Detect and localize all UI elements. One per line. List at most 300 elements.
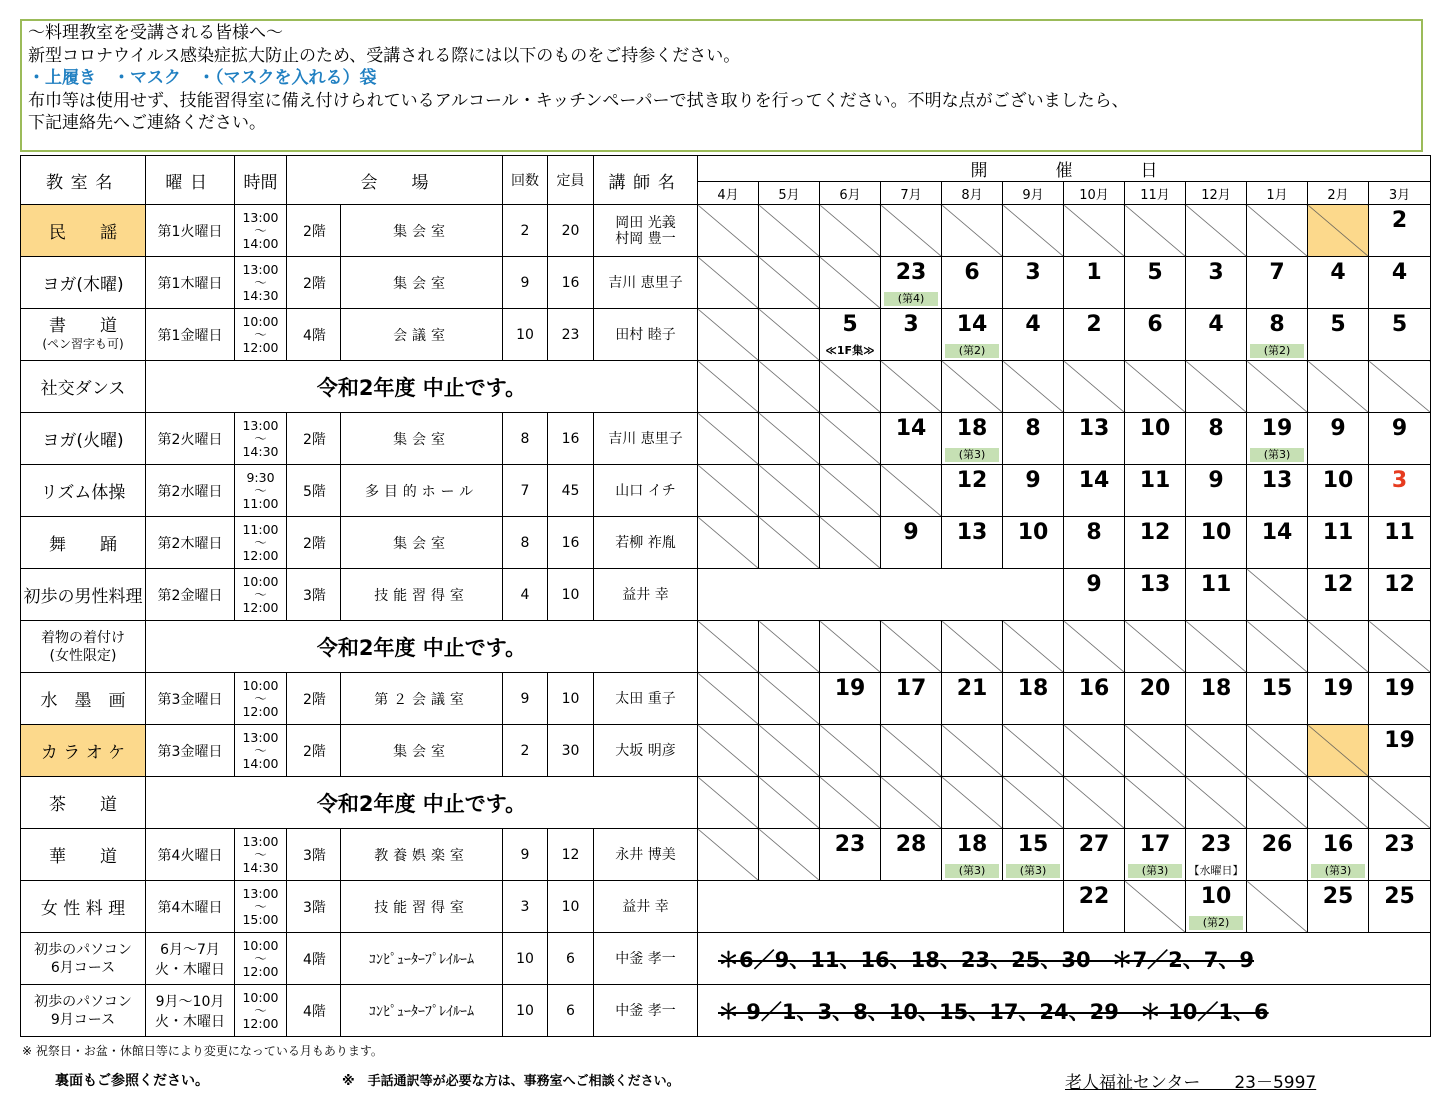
teacher xyxy=(594,673,698,725)
class-name-text: 水 墨 画 xyxy=(40,691,126,711)
time-line: ～ xyxy=(254,899,267,914)
time-line: 14:00 xyxy=(242,756,279,771)
schedule-no-session xyxy=(1308,621,1369,673)
schedule-date xyxy=(1247,257,1308,309)
date-value: 11 xyxy=(1139,468,1171,493)
times: 9 xyxy=(503,257,548,309)
floor: 2階 xyxy=(287,257,341,309)
time-line: 15:00 xyxy=(242,912,279,927)
schedule-date xyxy=(1064,257,1125,309)
date-value: 19 xyxy=(1261,416,1293,441)
time-range xyxy=(235,569,287,621)
date-value: 4 xyxy=(1330,260,1346,285)
schedule-no-session xyxy=(1247,725,1308,777)
schedule-no-session xyxy=(1064,205,1125,257)
floor: 2階 xyxy=(287,413,341,465)
class-name-text: 初歩のパソコン xyxy=(34,941,132,958)
schedule-no-session xyxy=(1369,621,1431,673)
schedule-no-session xyxy=(1186,621,1247,673)
times: 3 xyxy=(503,881,548,933)
times: 10 xyxy=(503,309,548,361)
time-line: 14:30 xyxy=(242,860,279,875)
schedule-no-session xyxy=(1186,725,1247,777)
month-header: 8月 xyxy=(942,182,1003,205)
weekday-line: 火・木曜日 xyxy=(155,961,225,978)
schedule-date xyxy=(820,829,881,881)
weekday: 第3金曜日 xyxy=(146,673,235,725)
time-line: 13:00 xyxy=(242,210,279,225)
schedule-no-session xyxy=(1247,361,1308,413)
schedule-no-session xyxy=(759,517,820,569)
schedule-date xyxy=(1308,517,1369,569)
schedule-no-session xyxy=(881,621,942,673)
schedule-date xyxy=(1186,257,1247,309)
capacity: 12 xyxy=(548,829,594,881)
schedule-date xyxy=(1369,465,1431,517)
date-value: 13 xyxy=(1078,416,1110,441)
hall: 多目的ホール xyxy=(341,465,503,517)
weekday-line: 6月～7月 xyxy=(160,941,220,958)
teacher-name: 田村 睦子 xyxy=(615,326,676,343)
table-row xyxy=(21,517,1431,569)
date-value: 19 xyxy=(1322,676,1354,701)
schedule-date xyxy=(820,673,881,725)
hall: 集会室 xyxy=(341,517,503,569)
schedule-no-session xyxy=(759,673,820,725)
schedule-date xyxy=(1125,517,1186,569)
schedule-date xyxy=(1369,569,1431,621)
teacher-name: 若柳 祚胤 xyxy=(615,534,676,551)
date-value: 19 xyxy=(834,676,866,701)
date-value: 14 xyxy=(1261,520,1293,545)
table-row xyxy=(21,257,1431,309)
teacher xyxy=(594,985,698,1037)
schedule-date xyxy=(1125,465,1186,517)
time-line: 11:00 xyxy=(242,522,279,537)
table-row xyxy=(21,205,1431,257)
schedule-no-session xyxy=(759,725,820,777)
schedule-date xyxy=(942,413,1003,465)
weekday: 第4火曜日 xyxy=(146,829,235,881)
date-value: 8 xyxy=(1208,416,1224,441)
schedule-date xyxy=(1247,465,1308,517)
schedule-no-session xyxy=(698,517,759,569)
date-value: 25 xyxy=(1322,884,1354,909)
month-header: 1月 xyxy=(1247,182,1308,205)
time-range xyxy=(235,205,287,257)
date-note: (第2) xyxy=(1250,344,1304,358)
capacity: 6 xyxy=(548,985,594,1037)
schedule-date xyxy=(1125,569,1186,621)
contact-info: 老人福祉センター 23－5997 xyxy=(1065,1073,1317,1093)
weekday: 第3金曜日 xyxy=(146,725,235,777)
teacher-name: 中釜 孝一 xyxy=(615,950,676,967)
capacity: 6 xyxy=(548,933,594,985)
schedule-no-session xyxy=(942,621,1003,673)
schedule-date xyxy=(1064,829,1125,881)
weekday xyxy=(146,985,235,1037)
teacher-name: 吉川 恵里子 xyxy=(608,430,683,447)
date-value: 23 xyxy=(834,832,866,857)
date-value: 3 xyxy=(1025,260,1041,285)
weekday: 第2火曜日 xyxy=(146,413,235,465)
schedule-no-session xyxy=(1369,361,1431,413)
schedule-date xyxy=(1003,309,1064,361)
date-note: ≪1F集≫ xyxy=(825,344,875,357)
floor: 2階 xyxy=(287,517,341,569)
cancelled-notice: 令和2年度 中止です。 xyxy=(146,361,698,413)
capacity: 10 xyxy=(548,673,594,725)
date-value: 16 xyxy=(1078,676,1110,701)
schedule-date xyxy=(881,309,942,361)
weekday: 第1木曜日 xyxy=(146,257,235,309)
class-schedule-table xyxy=(20,155,1431,1037)
date-value: 15 xyxy=(1261,676,1293,701)
time-line: 12:00 xyxy=(242,1016,279,1031)
time-line: 13:00 xyxy=(242,730,279,745)
time-line: 10:00 xyxy=(242,938,279,953)
time-range xyxy=(235,673,287,725)
table-row xyxy=(21,933,1431,985)
weekday-line: 火・木曜日 xyxy=(155,1013,225,1030)
class-name xyxy=(21,673,146,725)
time-line: 9:30 xyxy=(246,470,275,485)
time-range xyxy=(235,725,287,777)
schedule-date xyxy=(1308,829,1369,881)
hall: 集会室 xyxy=(341,257,503,309)
schedule-no-session xyxy=(1186,361,1247,413)
schedule-date xyxy=(1064,465,1125,517)
notice-text: 布巾等は使用せず、技能習得室に備え付けられているアルコール・キッチンペーパーで拭き取りを行ってください。不明な点がございましたら、 xyxy=(28,90,1129,111)
date-value: 9 xyxy=(1025,468,1041,493)
month-header: 3月 xyxy=(1369,182,1431,205)
schedule-date xyxy=(1247,517,1308,569)
weekday: 第2金曜日 xyxy=(146,569,235,621)
schedule-date xyxy=(1003,673,1064,725)
date-note: 【水曜日】 xyxy=(1188,864,1244,877)
date-note: (第4) xyxy=(884,292,938,306)
schedule-no-session xyxy=(1003,361,1064,413)
schedule-no-session xyxy=(698,361,759,413)
teacher xyxy=(594,465,698,517)
floor: 2階 xyxy=(287,673,341,725)
teacher xyxy=(594,829,698,881)
date-value: 19 xyxy=(1384,728,1415,753)
time-range xyxy=(235,257,287,309)
schedule-no-session xyxy=(1125,361,1186,413)
time-line: 10:00 xyxy=(242,990,279,1005)
date-value: 14 xyxy=(956,312,988,337)
time-range xyxy=(235,933,287,985)
hall: 技能習得室 xyxy=(341,569,503,621)
date-value: 9 xyxy=(1391,416,1408,441)
notice-text: 新型コロナウイルス感染症拡大防止のため、受講される際には以下のものをご持参ください。 xyxy=(28,45,741,66)
date-value: 8 xyxy=(1269,312,1285,337)
weekday: 第2木曜日 xyxy=(146,517,235,569)
hall: 教養娯楽室 xyxy=(341,829,503,881)
header-teacher: 講師名 xyxy=(594,156,698,205)
teacher-name: 太田 重子 xyxy=(615,690,676,707)
schedule-date xyxy=(1247,413,1308,465)
schedule-no-session xyxy=(698,725,759,777)
time-line: 12:00 xyxy=(242,340,279,355)
schedule-date xyxy=(1186,517,1247,569)
date-value: 21 xyxy=(956,676,988,701)
time-line: 12:00 xyxy=(242,548,279,563)
date-value: 8 xyxy=(1025,416,1041,441)
schedule-no-session xyxy=(698,413,759,465)
weekday-line: 9月～10月 xyxy=(155,993,225,1010)
class-name-text: 初歩の男性料理 xyxy=(23,587,143,607)
teacher-name: 山口 イチ xyxy=(615,482,676,499)
date-value: 26 xyxy=(1261,832,1293,857)
schedule-no-session xyxy=(1247,621,1308,673)
time-line: 13:00 xyxy=(242,886,279,901)
schedule-date xyxy=(1369,309,1431,361)
cancelled-notice: 令和2年度 中止です。 xyxy=(146,621,698,673)
schedule-no-session xyxy=(881,725,942,777)
date-value: 12 xyxy=(1322,572,1354,597)
schedule-date xyxy=(1003,257,1064,309)
date-value: 23 xyxy=(895,260,927,285)
date-value: 3 xyxy=(903,312,919,337)
schedule-no-session xyxy=(1125,205,1186,257)
teacher xyxy=(594,257,698,309)
times: 2 xyxy=(503,725,548,777)
times: 8 xyxy=(503,517,548,569)
date-value: 13 xyxy=(1139,572,1171,597)
hall: 集会室 xyxy=(341,725,503,777)
schedule-date xyxy=(1064,881,1125,933)
floor: 4階 xyxy=(287,985,341,1037)
schedule-no-session xyxy=(1308,205,1369,257)
date-value: 11 xyxy=(1384,520,1415,545)
schedule-no-session xyxy=(698,257,759,309)
schedule-no-session xyxy=(942,205,1003,257)
floor: 2階 xyxy=(287,205,341,257)
times: 2 xyxy=(503,205,548,257)
schedule-date xyxy=(1064,569,1125,621)
class-name-text: 書 道 xyxy=(49,315,117,336)
class-name xyxy=(21,569,146,621)
month-header: 9月 xyxy=(1003,182,1064,205)
schedule-no-session xyxy=(942,361,1003,413)
date-value: 12 xyxy=(956,468,988,493)
date-value: 9 xyxy=(1330,416,1346,441)
teacher xyxy=(594,725,698,777)
teacher xyxy=(594,517,698,569)
date-value: 4 xyxy=(1208,312,1224,337)
teacher-name: 吉川 恵里子 xyxy=(608,274,683,291)
class-name-text: リズム体操 xyxy=(40,483,126,503)
hall: 会議室 xyxy=(341,309,503,361)
date-value: 9 xyxy=(1208,468,1224,493)
schedule-no-session xyxy=(1003,725,1064,777)
teacher-name: 益井 幸 xyxy=(622,898,669,915)
schedule-no-session xyxy=(698,309,759,361)
schedule-date xyxy=(1308,309,1369,361)
table-row xyxy=(21,309,1431,361)
schedule-no-session xyxy=(1247,205,1308,257)
hall: ｺﾝﾋﾟｭｰﾀｰﾌﾟﾚｲﾙｰﾑ xyxy=(341,933,503,985)
date-value: 1 xyxy=(1086,260,1102,285)
schedule-no-session xyxy=(1369,777,1431,829)
date-note: (第3) xyxy=(1250,448,1304,462)
teacher-name: 益井 幸 xyxy=(622,586,669,603)
table-row xyxy=(21,673,1431,725)
date-value: 17 xyxy=(1139,832,1171,857)
class-name-text: 茶 道 xyxy=(49,795,117,815)
time-line: ～ xyxy=(254,483,267,498)
date-value: 13 xyxy=(1261,468,1293,493)
capacity: 16 xyxy=(548,413,594,465)
table-row xyxy=(21,829,1431,881)
time-line: 13:00 xyxy=(242,262,279,277)
date-value: 9 xyxy=(1086,572,1102,597)
schedule-date xyxy=(1247,309,1308,361)
time-line: ～ xyxy=(254,587,267,602)
floor: 4階 xyxy=(287,309,341,361)
schedule-no-session xyxy=(942,725,1003,777)
schedule-no-session xyxy=(759,829,820,881)
schedule-no-session xyxy=(881,777,942,829)
sign-language-note: ※ 手話通訳等が必要な方は、事務室へご相談ください。 xyxy=(342,1074,680,1089)
class-name xyxy=(21,205,146,257)
time-range xyxy=(235,517,287,569)
times: 9 xyxy=(503,673,548,725)
schedule-no-session xyxy=(881,205,942,257)
schedule-no-session xyxy=(1003,777,1064,829)
schedule-no-session xyxy=(1247,569,1308,621)
schedule-no-session xyxy=(820,205,881,257)
date-value: 2 xyxy=(1086,312,1102,337)
time-line: ～ xyxy=(254,223,267,238)
schedule-date xyxy=(1186,413,1247,465)
schedule-no-session xyxy=(759,465,820,517)
date-value: 7 xyxy=(1269,260,1285,285)
schedule-date xyxy=(1064,673,1125,725)
date-value: 5 xyxy=(842,312,858,337)
times: 10 xyxy=(503,933,548,985)
schedule-date xyxy=(1369,725,1431,777)
schedule-no-session xyxy=(1308,777,1369,829)
date-value: 23 xyxy=(1200,832,1232,857)
class-name-text: 華 道 xyxy=(49,847,117,867)
schedule-date xyxy=(1064,517,1125,569)
weekday: 第1金曜日 xyxy=(146,309,235,361)
time-line: 10:00 xyxy=(242,314,279,329)
schedule-date xyxy=(1247,673,1308,725)
schedule-date xyxy=(1003,829,1064,881)
time-range xyxy=(235,413,287,465)
schedule-date xyxy=(1308,465,1369,517)
schedule-date xyxy=(942,309,1003,361)
schedule-no-session xyxy=(1186,777,1247,829)
schedule-no-session xyxy=(1125,777,1186,829)
date-value: 10 xyxy=(1322,468,1354,493)
capacity: 30 xyxy=(548,725,594,777)
date-value: 13 xyxy=(956,520,988,545)
class-name-sub: (女性限定) xyxy=(49,647,117,664)
month-header: 7月 xyxy=(881,182,942,205)
date-value: 10 xyxy=(1200,520,1232,545)
weekday: 第4木曜日 xyxy=(146,881,235,933)
date-note: (第3) xyxy=(945,448,999,462)
class-name xyxy=(21,517,146,569)
notice-title: ～料理教室を受講される皆様へ～ xyxy=(28,23,283,43)
schedule-date xyxy=(1186,465,1247,517)
time-line: 10:00 xyxy=(242,678,279,693)
table-row xyxy=(21,361,1431,413)
time-line: 14:00 xyxy=(242,236,279,251)
times: 8 xyxy=(503,413,548,465)
header-capacity: 定員 xyxy=(548,156,594,205)
schedule-date xyxy=(1125,673,1186,725)
date-note: (第2) xyxy=(945,344,999,358)
month-header: 5月 xyxy=(759,182,820,205)
month-header: 6月 xyxy=(820,182,881,205)
schedule-date xyxy=(1186,829,1247,881)
schedule-date xyxy=(1369,881,1431,933)
schedule-date xyxy=(942,465,1003,517)
time-line: ～ xyxy=(254,1003,267,1018)
capacity: 10 xyxy=(548,569,594,621)
time-range xyxy=(235,829,287,881)
class-name xyxy=(21,829,146,881)
schedule-no-session xyxy=(820,361,881,413)
back-page-note: 裏面もご参照ください。 xyxy=(55,1073,209,1089)
class-name xyxy=(21,621,146,673)
month-header: 10月 xyxy=(1064,182,1125,205)
schedule-date xyxy=(942,829,1003,881)
month-header: 11月 xyxy=(1125,182,1186,205)
time-line: ～ xyxy=(254,535,267,550)
schedule-date xyxy=(1369,413,1431,465)
schedule-date xyxy=(1369,673,1431,725)
capacity: 23 xyxy=(548,309,594,361)
date-value: 6 xyxy=(964,260,980,285)
class-name-text: ヨガ(火曜) xyxy=(42,431,124,451)
schedule-date xyxy=(1003,465,1064,517)
date-value: 12 xyxy=(1139,520,1171,545)
schedule-date xyxy=(1369,205,1431,257)
date-value: 20 xyxy=(1139,676,1171,701)
date-value: 14 xyxy=(1078,468,1110,493)
schedule-date xyxy=(1369,829,1431,881)
time-line: ～ xyxy=(254,431,267,446)
month-header: 4月 xyxy=(698,182,759,205)
date-value: 9 xyxy=(903,520,919,545)
schedule-no-session xyxy=(759,413,820,465)
schedule-no-session xyxy=(1125,881,1186,933)
times: 4 xyxy=(503,569,548,621)
schedule-date xyxy=(1003,413,1064,465)
class-name xyxy=(21,985,146,1037)
schedule-date xyxy=(1003,517,1064,569)
capacity: 16 xyxy=(548,257,594,309)
schedule-no-session xyxy=(759,205,820,257)
schedule-date xyxy=(1308,257,1369,309)
time-line: 13:00 xyxy=(242,834,279,849)
table-row xyxy=(21,881,1431,933)
schedule-date xyxy=(942,517,1003,569)
date-value: 16 xyxy=(1322,832,1354,857)
schedule-date xyxy=(1186,569,1247,621)
hall: 第２会議室 xyxy=(341,673,503,725)
date-value: 22 xyxy=(1078,884,1110,909)
date-value: 19 xyxy=(1384,676,1415,701)
date-value: 5 xyxy=(1391,312,1408,337)
